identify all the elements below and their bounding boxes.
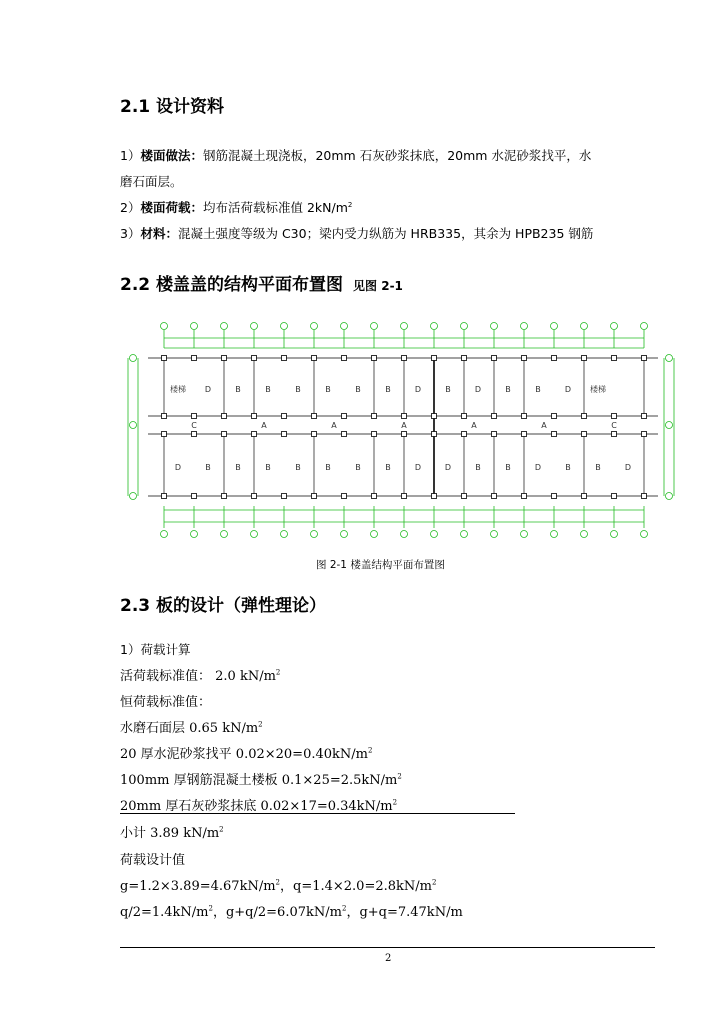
upper-panel-label: B — [355, 385, 361, 394]
item-2-text: 均布活荷载标准值 2kN/m — [202, 200, 348, 215]
side-axis-bubble — [666, 422, 673, 429]
upper-panel-label: D — [564, 385, 572, 394]
column — [252, 432, 257, 437]
dead-load-line-1-text: 水磨石面层 0.65 kN/m — [120, 721, 259, 736]
axis-bubble-bottom — [491, 531, 498, 538]
item-2 — [120, 198, 352, 216]
design-load-title: 荷载设计值 — [120, 853, 186, 868]
column — [552, 414, 557, 419]
column — [312, 432, 317, 437]
item-1 — [120, 146, 591, 164]
dead-load-line-2-text: 20 厚水泥砂浆找平 0.02×20=0.40kN/m — [120, 747, 368, 762]
section-2-1-title: 2.1 设计资料 — [120, 97, 225, 117]
page-number: 2 — [385, 953, 392, 964]
upper-panel-label: B — [265, 385, 271, 394]
column — [642, 494, 647, 499]
dead-load-line-4 — [120, 795, 397, 814]
lower-panel-label: B — [325, 463, 331, 472]
axis-bubble-bottom — [431, 531, 438, 538]
column — [222, 494, 227, 499]
section-2-3-title: 2.3 板的设计（弹性理论） — [120, 596, 327, 616]
upper-panel-label: B — [535, 385, 541, 394]
column — [492, 356, 497, 361]
axis-bubble-bottom — [341, 531, 348, 538]
axis-bubble-bottom — [371, 531, 378, 538]
column — [432, 432, 437, 437]
axis-bubble-top — [611, 323, 618, 330]
axis-bubble-bottom — [551, 531, 558, 538]
axis-bubble-top — [521, 323, 528, 330]
corridor-panel-label: A — [331, 421, 337, 430]
column — [462, 356, 467, 361]
column — [282, 432, 287, 437]
lower-panel-label: B — [385, 463, 391, 472]
upper-panel-label: B — [325, 385, 331, 394]
lower-panel-label: B — [595, 463, 601, 472]
column — [642, 432, 647, 437]
axis-bubble-top — [551, 323, 558, 330]
column — [582, 414, 587, 419]
corridor-panel-label: C — [191, 421, 197, 430]
item-3 — [120, 224, 593, 242]
upper-panel-label: B — [505, 385, 511, 394]
column — [492, 414, 497, 419]
column — [582, 494, 587, 499]
axis-bubble-bottom — [461, 531, 468, 538]
column — [222, 432, 227, 437]
live-load-sup: 2 — [275, 668, 281, 677]
lower-panel-label: D — [414, 463, 422, 472]
side-axis-bubble — [666, 493, 673, 500]
g-plus-half-q-sup: 2 — [341, 904, 347, 913]
lower-panel-label: B — [205, 463, 211, 472]
corridor-panel-label: A — [401, 421, 407, 430]
side-axis-bubble — [130, 355, 137, 362]
column — [612, 414, 617, 419]
axis-bubble-top — [251, 323, 258, 330]
g-q-line — [120, 875, 436, 894]
column — [582, 432, 587, 437]
axis-bubble-top — [491, 323, 498, 330]
corridor-panel-label: A — [471, 421, 477, 430]
column — [312, 356, 317, 361]
lower-panel-label: D — [534, 463, 542, 472]
column — [162, 432, 167, 437]
axis-bubble-bottom — [311, 531, 318, 538]
half-q-sup: 2 — [208, 904, 213, 913]
corridor-panel-label: A — [261, 421, 267, 430]
column — [642, 356, 647, 361]
axis-bubble-top — [461, 323, 468, 330]
column — [492, 432, 497, 437]
plan-grid — [128, 323, 674, 538]
axis-bubble-top — [371, 323, 378, 330]
axis-bubble-bottom — [281, 531, 288, 538]
lower-panel-label: D — [174, 463, 182, 472]
axis-bubble-bottom — [521, 531, 528, 538]
section-2-2-title-text: 2.2 楼盖盖的结构平面布置图 — [120, 275, 344, 295]
dead-load-title: 恒荷载标准值： — [120, 695, 212, 710]
column — [162, 414, 167, 419]
axis-bubble-top — [281, 323, 288, 330]
column — [342, 414, 347, 419]
item-3-text: 混凝土强度等级为 C30；梁内受力纵筋为 HRB335，其余为 HPB235 钢筋 — [177, 226, 594, 241]
column — [402, 414, 407, 419]
lower-panel-label: B — [505, 463, 511, 472]
g-value: g=1.2×3.89=4.67kN/m — [120, 879, 276, 894]
upper-panel-label: B — [295, 385, 301, 394]
column — [522, 414, 527, 419]
lower-panel-label: B — [235, 463, 241, 472]
axis-bubble-top — [221, 323, 228, 330]
dead-load-line-1 — [120, 717, 263, 736]
lower-panel-label: B — [265, 463, 271, 472]
column — [462, 494, 467, 499]
column — [402, 432, 407, 437]
axis-bubble-top — [161, 323, 168, 330]
q-value-sup: 2 — [431, 878, 437, 887]
item-3-label: 材料： — [140, 226, 178, 241]
column — [402, 494, 407, 499]
item-2-sup: 2 — [347, 200, 353, 209]
column — [252, 356, 257, 361]
column — [192, 432, 197, 437]
column — [432, 356, 437, 361]
column — [402, 356, 407, 361]
side-axis-bubble — [666, 355, 673, 362]
column — [162, 494, 167, 499]
column — [252, 494, 257, 499]
axis-bubble-bottom — [191, 531, 198, 538]
column — [582, 356, 587, 361]
dead-load-line-3-text: 100mm 厚钢筋混凝土楼板 0.1×25=2.5kN/m — [120, 773, 398, 788]
section-2-2-figure-ref: 见图 2-1 — [353, 279, 403, 293]
axis-bubble-bottom — [611, 531, 618, 538]
column — [432, 414, 437, 419]
dead-load-line-2-sup: 2 — [367, 746, 373, 755]
q-value: ，q=1.4×2.0=2.8kN/m — [280, 879, 432, 894]
lower-panel-label: D — [444, 463, 452, 472]
axis-bubble-top — [191, 323, 198, 330]
subtotal-text: 小计 3.89 kN/m — [120, 826, 220, 841]
column — [552, 356, 557, 361]
column — [222, 414, 227, 419]
live-load-text: 活荷载标准值： 2.0 kN/m — [120, 669, 276, 684]
column — [372, 494, 377, 499]
item-2-prefix: 2） — [120, 200, 141, 215]
column — [282, 494, 287, 499]
floor-plan-figure — [118, 318, 684, 548]
column — [222, 356, 227, 361]
column — [312, 494, 317, 499]
figure-caption: 图 2-1 楼盖结构平面布置图 — [316, 559, 445, 571]
g-plus-half-q-value: ，g+q/2=6.07kN/m — [212, 905, 342, 920]
lower-panel-label: B — [295, 463, 301, 472]
axis-bubble-bottom — [161, 531, 168, 538]
column — [552, 494, 557, 499]
dead-load-line-4-text: 20mm 厚石灰砂浆抹底 0.02×17=0.34kN/m — [120, 799, 393, 814]
column — [462, 432, 467, 437]
corridor-panel-label: C — [611, 421, 617, 430]
upper-panel-label: 楼梯 — [590, 385, 606, 394]
plan-labels — [170, 384, 631, 472]
column — [252, 414, 257, 419]
column — [192, 494, 197, 499]
column — [612, 494, 617, 499]
side-axis-bubble — [130, 493, 137, 500]
g-plus-q-value: ，g+q=7.47kN/m — [346, 905, 463, 920]
column — [342, 432, 347, 437]
section-2-2-title — [120, 270, 403, 295]
item-1-text: 钢筋混凝土现浇板，20mm 石灰砂浆抹底，20mm 水泥砂浆找平，水 — [202, 148, 592, 163]
dead-load-line-1-sup: 2 — [258, 720, 263, 729]
upper-panel-label: 楼梯 — [170, 385, 186, 394]
column — [522, 432, 527, 437]
column — [522, 356, 527, 361]
axis-bubble-bottom — [641, 531, 648, 538]
half-q-value: q/2=1.4kN/m — [120, 905, 209, 920]
lower-panel-label: B — [475, 463, 481, 472]
axis-bubble-bottom — [221, 531, 228, 538]
combo-line — [120, 901, 463, 920]
column — [552, 432, 557, 437]
column — [612, 432, 617, 437]
dead-load-line-2 — [120, 743, 372, 762]
upper-panel-label: B — [235, 385, 241, 394]
column — [282, 356, 287, 361]
lower-panel-label: B — [355, 463, 361, 472]
item-2-label: 楼面荷载： — [140, 200, 203, 215]
column — [522, 494, 527, 499]
lower-panel-label: D — [624, 463, 632, 472]
subtotal-line — [120, 822, 224, 841]
column — [462, 414, 467, 419]
dead-load-line-3 — [120, 769, 402, 788]
footer-rule — [120, 947, 655, 948]
dead-load-line-4-sup: 2 — [392, 798, 398, 807]
load-calc-heading: 1）荷载计算 — [120, 642, 191, 657]
live-load-line — [120, 665, 280, 684]
corridor-panel-label: A — [541, 421, 547, 430]
column — [372, 414, 377, 419]
axis-bubble-top — [431, 323, 438, 330]
lower-panel-label: B — [565, 463, 571, 472]
column — [432, 494, 437, 499]
subtotal-sup: 2 — [219, 825, 224, 834]
axis-bubble-top — [581, 323, 588, 330]
column — [312, 414, 317, 419]
upper-panel-label: B — [445, 385, 451, 394]
upper-panel-label: D — [414, 385, 422, 394]
axis-bubble-top — [341, 323, 348, 330]
axis-bubble-bottom — [251, 531, 258, 538]
axis-bubble-bottom — [401, 531, 408, 538]
upper-panel-label: D — [474, 385, 482, 394]
upper-panel-label: D — [204, 385, 212, 394]
axis-bubble-top — [641, 323, 648, 330]
axis-bubble-bottom — [581, 531, 588, 538]
column — [192, 356, 197, 361]
dead-load-line-3-sup: 2 — [397, 772, 402, 781]
column — [372, 356, 377, 361]
column — [342, 494, 347, 499]
item-3-prefix: 3） — [120, 226, 141, 241]
side-axis-bubble — [130, 422, 137, 429]
item-1-prefix: 1） — [120, 148, 141, 163]
item-1-label: 楼面做法： — [140, 148, 203, 163]
item-1-continued: 磨石面层。 — [120, 174, 183, 189]
axis-bubble-top — [401, 323, 408, 330]
axis-bubble-top — [311, 323, 318, 330]
subtotal-rule — [120, 813, 515, 814]
column — [372, 432, 377, 437]
column — [282, 414, 287, 419]
column — [642, 414, 647, 419]
column — [162, 356, 167, 361]
upper-panel-label: B — [385, 385, 391, 394]
column — [192, 414, 197, 419]
column — [342, 356, 347, 361]
g-value-sup: 2 — [275, 878, 280, 887]
column — [612, 356, 617, 361]
column — [492, 494, 497, 499]
